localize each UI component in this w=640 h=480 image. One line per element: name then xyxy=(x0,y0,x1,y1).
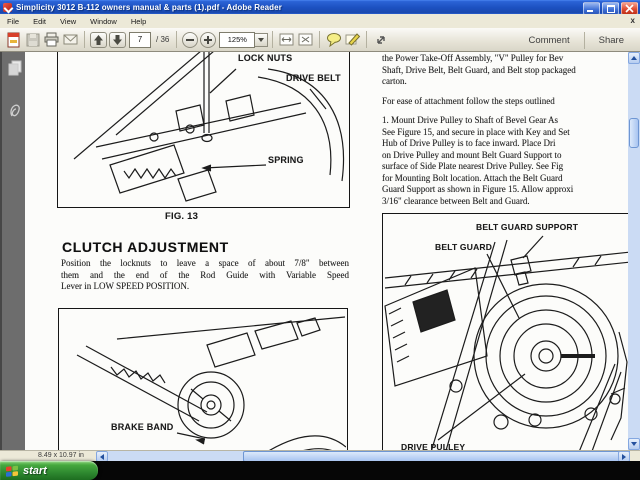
menu-file[interactable]: File xyxy=(7,16,20,26)
clutch-adjustment-heading: CLUTCH ADJUSTMENT xyxy=(62,239,229,255)
fig15-label-drive-pulley: DRIVE PULLEY xyxy=(401,442,466,450)
signature-pen-icon xyxy=(345,32,361,47)
start-button-label: start xyxy=(23,464,47,477)
clutch-line-1: Position the locknuts to leave a space of about 7/8" between xyxy=(61,258,349,268)
close-icon xyxy=(622,3,637,14)
menu-bar xyxy=(0,14,640,29)
right-para1-line3: carton. xyxy=(382,76,407,86)
email-button[interactable] xyxy=(61,30,80,49)
fig13-box xyxy=(57,52,350,208)
arrow-up-icon xyxy=(93,34,104,46)
fig14-drawing xyxy=(59,309,346,450)
right-para3-line1: 1. Mount Drive Pulley to Shaft of Bevel Gear As xyxy=(382,115,558,125)
scrolling-mode-button[interactable] xyxy=(277,30,296,49)
triangle-up-icon xyxy=(631,56,637,60)
comment-panel-button[interactable]: Comment xyxy=(528,34,570,46)
zoom-out-button[interactable] xyxy=(182,32,198,48)
windows-taskbar xyxy=(0,461,640,480)
triangle-right-icon xyxy=(622,454,626,460)
paperclip-icon xyxy=(8,103,23,121)
menu-view[interactable]: View xyxy=(60,16,77,26)
right-para1-line2: Shaft, Drive Belt, Belt Guard, and Belt stop packaged xyxy=(382,64,576,75)
sign-button[interactable] xyxy=(343,30,362,49)
scroll-up-button[interactable] xyxy=(628,52,640,64)
email-icon xyxy=(63,33,78,46)
right-para3-line7: Guard Support as shown in Figure 15. Allow approxi xyxy=(382,184,574,194)
fig14-label-brake-band: BRAKE BAND xyxy=(111,422,174,432)
document-size-label: 8.49 x 10.97 in xyxy=(38,452,84,459)
zoom-dropdown-button[interactable] xyxy=(255,33,268,47)
arrow-down-icon xyxy=(112,34,123,46)
fullscreen-arrows-icon xyxy=(374,33,388,47)
fig15-label-belt-guard: BELT GUARD xyxy=(435,242,493,252)
close-button[interactable] xyxy=(621,2,638,15)
zoom-level-input[interactable]: 125% xyxy=(219,32,255,48)
fig15-label-belt-guard-support: BELT GUARD SUPPORT xyxy=(476,222,579,232)
attachments-button[interactable] xyxy=(7,104,23,120)
print-icon xyxy=(44,32,59,47)
vertical-scrollbar[interactable] xyxy=(628,52,640,450)
save-icon xyxy=(26,33,40,47)
open-pdf-button[interactable] xyxy=(4,30,23,49)
fig14-box xyxy=(58,308,348,450)
navigation-pane xyxy=(0,52,25,461)
window-title: Simplicity 3012 B-112 owners manual & parts (1).pdf - Adobe Reader xyxy=(16,2,282,12)
fig13-label-drive-belt: DRIVE BELT xyxy=(286,73,341,83)
page-thumbnails-icon xyxy=(8,60,23,76)
fig13-caption: FIG. 13 xyxy=(165,211,199,222)
close-document-x[interactable]: x xyxy=(630,16,635,25)
fig13-label-lock-nuts: LOCK NUTS xyxy=(238,53,293,63)
title-bar xyxy=(0,0,640,14)
right-para2: For ease of attachment follow the steps outlined xyxy=(382,96,555,106)
start-button[interactable] xyxy=(0,461,98,480)
triangle-left-icon xyxy=(100,454,104,460)
right-para3-line4: on Drive Pulley and mount Belt Guard Support to xyxy=(382,149,562,160)
vertical-scroll-thumb[interactable] xyxy=(629,118,639,148)
menu-edit[interactable]: Edit xyxy=(33,16,47,26)
page-thumbnails-button[interactable] xyxy=(7,60,23,76)
zoom-in-button[interactable] xyxy=(200,32,216,48)
clutch-line-2: them and the end of the Rod Guide with Variable Speed xyxy=(61,269,349,280)
toolbar-right-group xyxy=(518,28,634,52)
fit-page-button[interactable] xyxy=(296,30,315,49)
page-count-label: / 36 xyxy=(156,35,170,44)
minimize-button[interactable] xyxy=(583,2,600,15)
clutch-line-3: Lever in LOW SPEED POSITION. xyxy=(61,281,190,291)
plus-icon xyxy=(203,35,213,45)
fullscreen-button[interactable] xyxy=(371,30,390,49)
fig13-label-spring: SPRING xyxy=(268,155,304,165)
minus-icon xyxy=(185,35,195,45)
menu-help[interactable]: Help xyxy=(130,16,147,26)
comment-bubble-icon xyxy=(326,32,342,47)
fit-width-icon xyxy=(279,33,294,46)
fig15-drawing xyxy=(383,214,628,450)
minimize-icon xyxy=(587,10,593,12)
triangle-down-icon xyxy=(631,442,637,446)
comment-bubble-button[interactable] xyxy=(324,30,343,49)
open-pdf-icon xyxy=(6,32,21,48)
right-para3-line2: See Figure 15, and secure in place with Key and Set xyxy=(382,126,570,137)
windows-flag-icon xyxy=(5,464,19,478)
chevron-down-icon xyxy=(258,38,264,42)
right-para3-line5: surface of Side Plate nearest Drive Pulley. See Fig xyxy=(382,161,564,171)
right-para1-line1: the Power Take-Off Assembly, "V" Pulley for Bev xyxy=(382,53,564,63)
restore-icon xyxy=(607,5,615,13)
save-button[interactable] xyxy=(23,30,42,49)
previous-page-button[interactable] xyxy=(90,32,107,48)
right-para3-line6: for Mounting Bolt location. Attach the Belt Guard xyxy=(382,172,563,183)
fig15-box xyxy=(382,213,628,450)
restore-button[interactable] xyxy=(602,2,619,15)
adobe-reader-icon xyxy=(3,3,12,12)
menu-window[interactable]: Window xyxy=(90,16,117,26)
status-bar xyxy=(0,450,640,461)
page-number-input[interactable]: 7 xyxy=(129,32,151,48)
share-panel-button[interactable]: Share xyxy=(598,34,624,46)
right-para3-line3: Hub of Drive Pulley is to face inward. Place Dri xyxy=(382,138,556,148)
right-para3-line8: 3/16" clearance between Belt and Guard. xyxy=(382,195,530,206)
next-page-button[interactable] xyxy=(109,32,126,48)
print-button[interactable] xyxy=(42,30,61,49)
scroll-down-button[interactable] xyxy=(628,438,640,450)
fit-page-icon xyxy=(298,33,313,46)
pdf-page xyxy=(25,52,628,450)
